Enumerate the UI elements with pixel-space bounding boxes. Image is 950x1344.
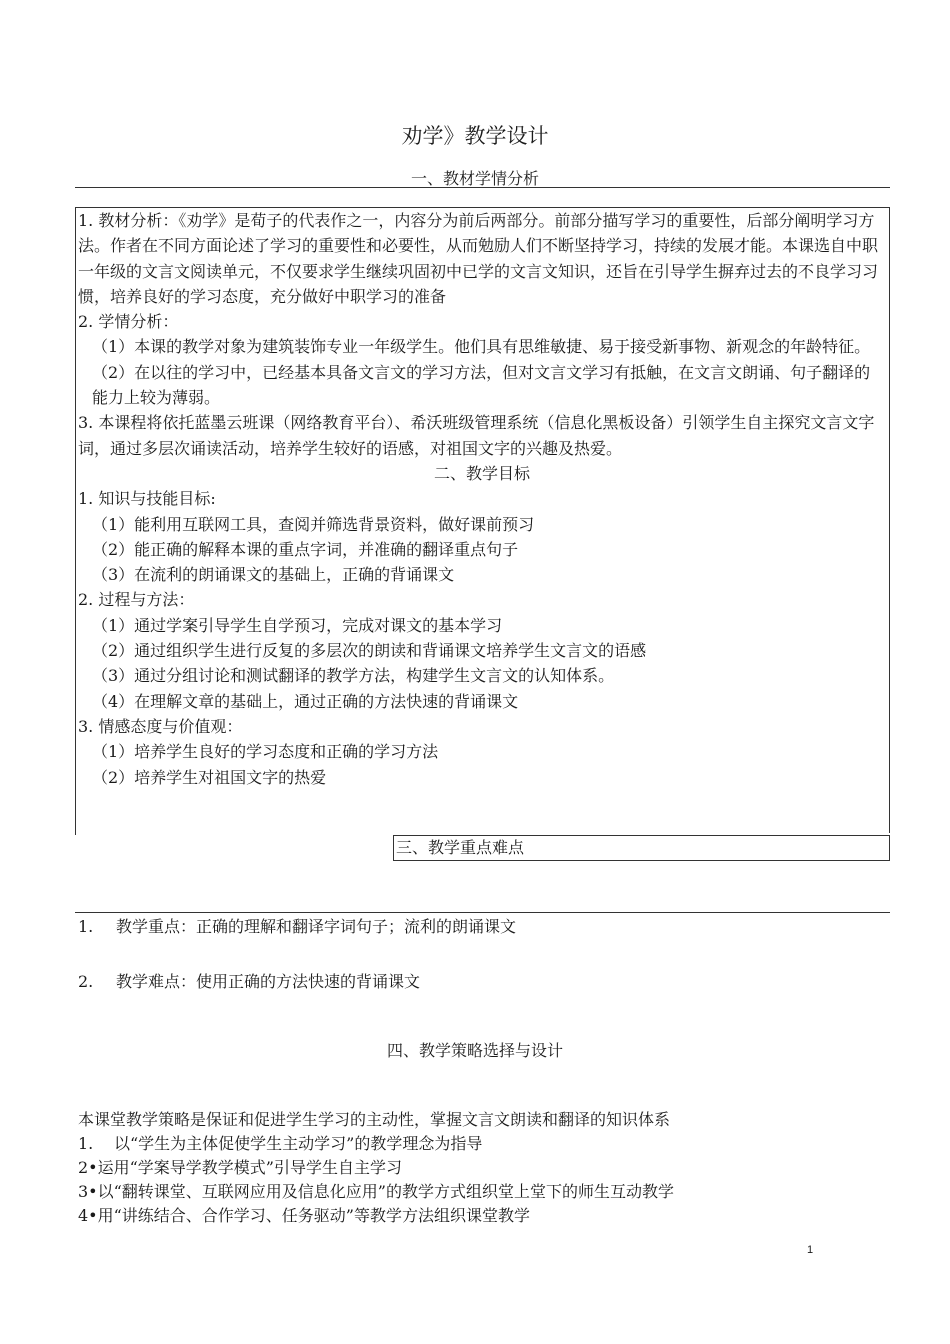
section-heading-analysis: 一、教材学情分析 — [410, 169, 539, 188]
goal-emotion-item: （2）培养学生对祖国文字的热爱 — [92, 767, 327, 787]
keypoint-item — [78, 914, 516, 937]
content-box — [75, 207, 890, 833]
analysis-item-student-sub1: （1）本课的教学对象为建筑装饰专业一年级学生。他们具有思维敏捷、易于接受新事物、新观念的年龄特征。 — [92, 337, 871, 357]
difficulty-item — [78, 969, 420, 992]
goal-emotion-item: （1）培养学生良好的学习态度和正确的学习方法 — [92, 742, 439, 762]
analysis-item-student-label: 2. 学情分析： — [78, 312, 179, 332]
goal-knowledge-label: 1. 知识与技能目标: — [78, 489, 216, 509]
strategy-item-text: 以“学生为主体促使学生主动学习”的教学理念为指导 — [114, 1134, 483, 1153]
goal-knowledge-item: （1）能利用互联网工具，查阅并筛选背景资料，做好课前预习 — [92, 514, 535, 534]
keypoint-text: 教学重点：正确的理解和翻译字词句子；流利的朗诵课文 — [116, 917, 517, 936]
difficulty-number: 2. — [78, 972, 94, 991]
goal-process-item: （2）通过组织学生进行反复的多层次的朗读和背诵课文培养学生文言文的语感 — [92, 641, 647, 661]
page-number: 1 — [806, 1244, 814, 1256]
analysis-item-platform: 3. 本课程将依托蓝墨云班课（网络教育平台）、希沃班级管理系统（信息化黑板设备）引领学生自主探究文言文字词，通过多层次诵读活动，培养学生较好的语感，对祖国文字的兴趣及热爱。 — [78, 413, 875, 458]
strategy-block — [78, 1108, 890, 1228]
box-left-edge — [75, 833, 393, 835]
strategy-item: 3•以“翻转课堂、互联网应用及信息化应用”的教学方式组织堂上堂下的师生互动教学 — [78, 1182, 674, 1201]
strategy-item: 2•运用“学案导学教学模式”引导学生自主学习 — [78, 1158, 402, 1177]
document-title: 劝学》教学设计 — [401, 124, 549, 148]
keypoint-number: 1. — [78, 917, 94, 936]
goal-process-item: （4）在理解文章的基础上，通过正确的方法快速的背诵课文 — [92, 691, 519, 711]
goal-emotion-label: 3. 情感态度与价值观： — [78, 716, 243, 736]
goal-knowledge-item: （3）在流利的朗诵课文的基础上，正确的背诵课文 — [92, 565, 455, 585]
section-heading-strategy: 四、教学策略选择与设计 — [386, 1041, 563, 1060]
difficulty-text: 教学难点：使用正确的方法快速的背诵课文 — [116, 972, 421, 991]
strategy-intro: 本课堂教学策略是保证和促进学生学习的主动性，掌握文言文朗读和翻译的知识体系 — [78, 1110, 671, 1129]
goal-knowledge-item: （2）能正确的解释本课的重点字词，并准确的翻译重点句子 — [92, 539, 519, 559]
content-box-text — [78, 208, 886, 790]
goal-process-item: （1）通过学案引导学生自学预习，完成对课文的基本学习 — [92, 615, 503, 635]
heading-rule — [75, 187, 890, 188]
goal-process-item: （3）通过分组讨论和测试翻译的教学方法，构建学生文言文的认知体系。 — [92, 666, 615, 686]
strategy-item-number: 1. — [78, 1134, 94, 1153]
strategy-item — [78, 1132, 890, 1156]
strategy-item: 4•用“讲练结合、合作学习、任务驱动”等教学方法组织课堂教学 — [78, 1206, 530, 1225]
section-heading-goals: 二、教学目标 — [433, 463, 530, 483]
goal-process-label: 2. 过程与方法： — [78, 590, 195, 610]
section-divider — [75, 912, 890, 913]
section-heading-keypoints: 三、教学重点难点 — [393, 835, 890, 861]
analysis-item-textbook: 1. 教材分析：《劝学》是荀子的代表作之一，内容分为前后两部分。前部分描写学习的重要性，后部分阐明学习方法。作者在不同方面论述了学习的重要性和必要性，从而勉励人们不断坚持学习，持续的发展才能。本课选自中职一年级的文言文阅读单元，不仅要求学生继续巩固初中已学的文言文知识，还旨在引导学生摒弃过去的不良学习习惯，培养良好的学习态度，充分做好中职学习的准备 — [78, 211, 879, 306]
analysis-item-student-sub2: （2）在以往的学习中，已经基本具备文言文的学习方法，但对文言文学习有抵触，在文言文朗诵、句子翻译的能力上较为薄弱。 — [92, 362, 871, 408]
